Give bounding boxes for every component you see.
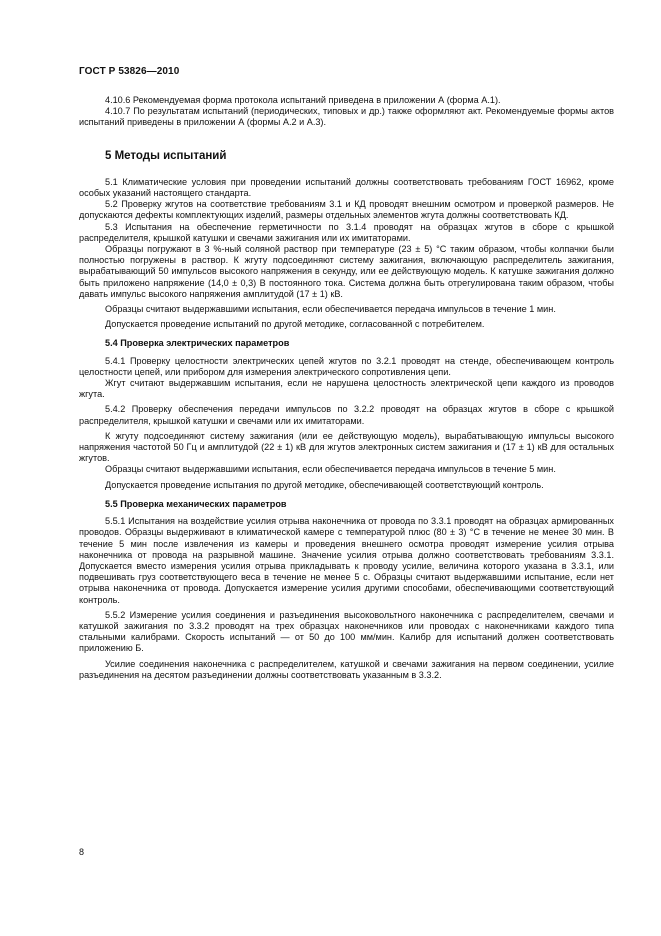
section-5-5-heading: 5.5 Проверка механических параметров: [105, 498, 287, 509]
paragraph-5-3: 5.3 Испытания на обеспечение герметичности по 3.1.4 проводят на образцах жгутов в сборе с крышкой распределителя, крышкой катушки и свечами зажигания или их имитаторами.: [79, 221, 614, 243]
paragraph-5-3-d: Допускается проведение испытаний по другой методике, согласованной с потребителем.: [105, 319, 485, 330]
section-5-4-heading: 5.4 Проверка электрических параметров: [105, 338, 290, 349]
paragraph-5-1: 5.1 Климатические условия при проведении испытаний должны соответствовать требованиям ГОСТ 16962, кроме особых указаний настоящего стандарта.: [79, 176, 614, 199]
paragraph-4-10-7: 4.10.7 По результатам испытаний (периодических, типовых и др.) также оформляют акт. Рекомендуемые формы актов испытаний приведены в приложении А (формы А.2 и А.3).: [79, 106, 614, 128]
paragraph-5-3-b: Образцы погружают в 3 %-ный соляной раствор при температуре (23 ± 5) °С таким образом, чтобы колпачки были полностью погружены в раствор. К жгуту подсоединяют систему зажигания, включающую распределитель зажигания, вырабатывающий 50 импульсов высокого напряжения в секунду, или ее действующую модель. К катушке зажигания должно быть приложено напряжение (14,0 ± 0,3) В постоянного тока. Система должна быть отрегулирована таким образом, чтобы давать импульс высокого напряжения амплитудой (17 ± 1) кВ.: [79, 244, 614, 299]
paragraph-5-5-2: 5.5.2 Измерение усилия соединения и разъединения высоковольтного наконечника с распределителем, свечами и катушкой зажигания по 3.3.2 проводят на трех образцах наконечников или проводах с наконечниками каждого типа стальными калибрами. Скорость испытаний — от 50 до 100 мм/мин. Калибр для испытаний должен соответствовать приложению Б.: [79, 609, 614, 654]
paragraph-5-4-2-d: Допускается проведение испытания по другой методике, обеспечивающей соответствующий контроль.: [105, 479, 544, 490]
paragraph-5-2: 5.2 Проверку жгутов на соответствие требованиям 3.1 и КД проводят внешним осмотром и проверкой размеров. Не допускаются дефекты комплектующих изделий, размеры отдельных элементов жгута должны соответствовать КД.: [79, 199, 614, 221]
standard-code: ГОСТ Р 53826—2010: [79, 66, 180, 77]
paragraph-5-4-2-b: К жгуту подсоединяют систему зажигания (или ее действующую модель), вырабатывающую импульсы высокого напряжения частотой 50 Гц и амплитудой (22 ± 1) кВ для жгутов электронных систем зажигания и (17 ± 1) кВ для остальных жгутов.: [79, 430, 614, 464]
paragraph-5-4-2-c: Образцы считают выдержавшими испытания, если обеспечивается передача импульсов в течение 5 мин.: [105, 464, 556, 475]
paragraph-5-4-1: 5.4.1 Проверку целостности электрических цепей жгутов по 3.2.1 проводят на стенде, обеспечивающем контроль целостности цепей, или прибором для измерения электрического сопротивления цепи.: [79, 355, 614, 377]
paragraph-4-10-6: 4.10.6 Рекомендуемая форма протокола испытаний приведена в приложении А (форма А.1).: [105, 95, 501, 105]
page-number: 8: [79, 847, 85, 857]
section-5-heading: 5 Методы испытаний: [105, 149, 227, 162]
paragraph-5-5-1: 5.5.1 Испытания на воздействие усилия отрыва наконечника от провода по 3.3.1 проводят на образцах армированных проводов. Образцы выдерживают в климатической камере с температурой плюс (80 ± 3) °С в течение не менее 30 мин. В течение 5 мин после извлечения из камеры и проведения внешнего осмотра проводят измерение усилия отрыва наконечника от провода на разрывной машине. Значение усилия отрыва должно соответствовать требованиям 3.3.1. Допускается вместо измерения усилия отрыва прикладывать к проводу усилие, величина которого указана в 3.3.1, или подвешивать груз соответствующего веса в течение не менее 5 с. Образцы считают выдержавшими испытание, если нет отрыва наконечника от провода. Допускается измерение усилия другими способами, обеспечивающими соответствующий контроль.: [79, 516, 614, 605]
document-body: [79, 95, 614, 681]
paragraph-5-3-c: Образцы считают выдержавшими испытания, если обеспечивается передача импульсов в течение 1 мин.: [105, 304, 556, 315]
paragraph-5-5-2-b: Усилие соединения наконечника с распределителем, катушкой и свечами зажигания на первом соединении, усилие разъединения на десятом разъединении должны соответствовать указанным в 3.3.2.: [79, 658, 614, 680]
paragraph-5-4-1-b: Жгут считают выдержавшим испытания, если не нарушена целостность электрической цепи каждого из проводов жгута.: [79, 378, 614, 400]
paragraph-5-4-2: 5.4.2 Проверку обеспечения передачи импульсов по 3.2.2 проводят на образцах жгутов в сборе с крышкой распределителя, крышкой катушки и свечами или их имитаторами.: [79, 404, 614, 426]
